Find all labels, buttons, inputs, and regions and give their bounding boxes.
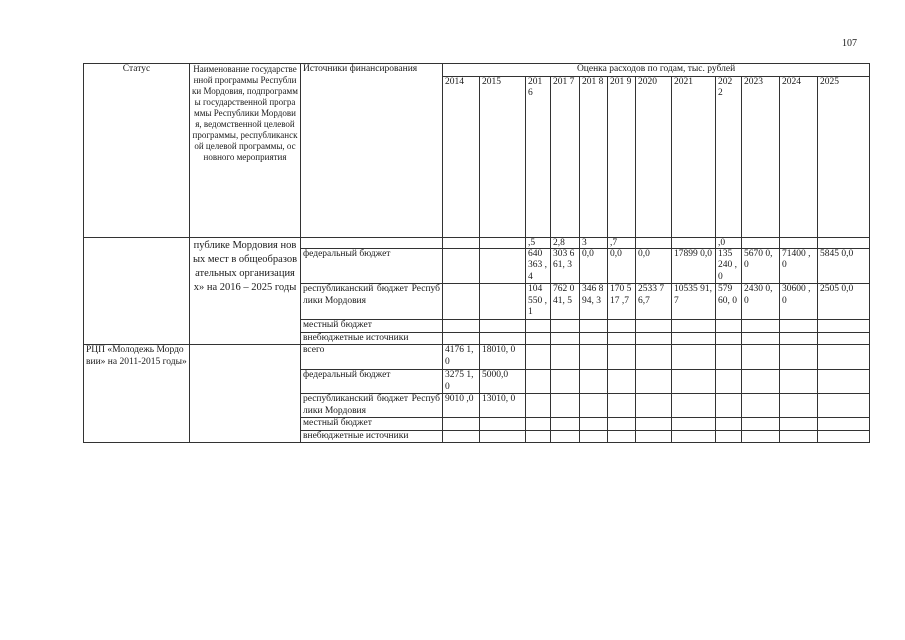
value-cell	[672, 345, 716, 370]
value-cell	[608, 430, 636, 443]
year-header-cell: 2015	[480, 76, 526, 237]
value-cell: 10535 91,7	[672, 284, 716, 320]
value-cell	[551, 370, 580, 394]
value-cell	[818, 237, 870, 248]
value-cell: 5000,0	[480, 370, 526, 394]
value-cell	[480, 320, 526, 333]
value-cell	[716, 370, 742, 394]
year-header-cell: 202 2	[716, 76, 742, 237]
value-cell: 9010 ,0	[443, 394, 480, 418]
value-cell	[551, 345, 580, 370]
value-cell: 579 60, 0	[716, 284, 742, 320]
source-cell: внебюджетные источники	[301, 332, 443, 345]
value-cell	[480, 237, 526, 248]
value-cell	[716, 332, 742, 345]
source-cell: внебюджетные источники	[301, 430, 443, 443]
value-cell	[636, 332, 672, 345]
value-cell	[742, 345, 780, 370]
value-cell	[526, 430, 551, 443]
value-cell	[443, 248, 480, 284]
value-cell: 17899 0,0	[672, 248, 716, 284]
year-header-cell: 201 9	[608, 76, 636, 237]
value-cell	[672, 237, 716, 248]
value-cell: 2505 0,0	[818, 284, 870, 320]
year-header-cell: 2014	[443, 76, 480, 237]
value-cell: 5845 0,0	[818, 248, 870, 284]
value-cell: 13010, 0	[480, 394, 526, 418]
header-status: Статус	[84, 64, 190, 238]
value-cell: 346 894, 3	[580, 284, 608, 320]
value-cell: 170 517 ,7	[608, 284, 636, 320]
source-cell: федеральный бюджет	[301, 370, 443, 394]
value-cell	[818, 320, 870, 333]
source-cell: республиканский бюджет Республики Мордовия	[301, 284, 443, 320]
value-cell	[526, 345, 551, 370]
value-cell	[716, 418, 742, 431]
status-cell-empty	[84, 237, 190, 345]
value-cell	[526, 332, 551, 345]
header-name: Наименование государственной программы Республики Мордовия, подпрограммы государственной программы Республики Мордовия, ведомственной целевой программы, республиканской целевой программы, основного мероприятия	[190, 64, 301, 238]
value-cell	[551, 394, 580, 418]
value-cell: 135 240 ,0	[716, 248, 742, 284]
value-cell	[716, 345, 742, 370]
value-cell	[672, 370, 716, 394]
value-cell	[443, 320, 480, 333]
value-cell	[672, 418, 716, 431]
value-cell	[608, 320, 636, 333]
year-header-cell: 201 6	[526, 76, 551, 237]
program-name-cell: публике Мордовия новых мест в общеобразовательных организациях» на 2016 – 2025 годы	[190, 237, 301, 345]
value-cell	[672, 332, 716, 345]
value-cell	[443, 284, 480, 320]
value-cell	[716, 394, 742, 418]
value-cell	[608, 394, 636, 418]
value-cell	[742, 237, 780, 248]
year-header-cell: 2023	[742, 76, 780, 237]
value-cell	[636, 370, 672, 394]
budget-table	[83, 63, 870, 443]
value-cell	[608, 345, 636, 370]
value-cell	[580, 394, 608, 418]
value-cell: 2,8	[551, 237, 580, 248]
value-cell	[480, 418, 526, 431]
value-cell	[526, 418, 551, 431]
value-cell	[742, 370, 780, 394]
value-cell	[526, 320, 551, 333]
value-cell	[636, 394, 672, 418]
value-cell	[672, 394, 716, 418]
value-cell: 104 550 ,1	[526, 284, 551, 320]
year-header-cell: 2024	[780, 76, 818, 237]
value-cell	[580, 320, 608, 333]
value-cell	[818, 418, 870, 431]
status-cell: РЦП «Молодежь Мордовии» на 2011-2015 годы»	[84, 345, 190, 443]
value-cell: 0,0	[636, 248, 672, 284]
table-row	[84, 237, 870, 248]
value-cell: 2430 0,0	[742, 284, 780, 320]
value-cell	[780, 370, 818, 394]
value-cell	[818, 345, 870, 370]
value-cell	[480, 430, 526, 443]
header-row	[84, 64, 870, 77]
value-cell	[580, 418, 608, 431]
value-cell	[443, 332, 480, 345]
value-cell	[551, 332, 580, 345]
value-cell	[716, 430, 742, 443]
year-header-cell: 201 7	[551, 76, 580, 237]
value-cell	[551, 418, 580, 431]
value-cell	[636, 430, 672, 443]
value-cell	[818, 370, 870, 394]
value-cell: ,0	[716, 237, 742, 248]
value-cell	[480, 284, 526, 320]
source-cell: местный бюджет	[301, 418, 443, 431]
value-cell	[526, 394, 551, 418]
source-cell-empty	[301, 237, 443, 248]
value-cell	[636, 320, 672, 333]
value-cell	[608, 370, 636, 394]
value-cell	[742, 332, 780, 345]
value-cell: 4176 1,0	[443, 345, 480, 370]
value-cell	[780, 332, 818, 345]
value-cell: 0,0	[608, 248, 636, 284]
value-cell	[551, 320, 580, 333]
value-cell	[780, 237, 818, 248]
value-cell: 3275 1,0	[443, 370, 480, 394]
value-cell	[818, 332, 870, 345]
value-cell	[742, 394, 780, 418]
value-cell: 71400 ,0	[780, 248, 818, 284]
value-cell	[672, 320, 716, 333]
header-sources: Источники финансирования	[301, 64, 443, 238]
value-cell	[672, 430, 716, 443]
value-cell	[526, 370, 551, 394]
source-cell: местный бюджет	[301, 320, 443, 333]
value-cell	[608, 418, 636, 431]
year-header-cell: 2021	[672, 76, 716, 237]
value-cell	[580, 332, 608, 345]
year-header-cell: 201 8	[580, 76, 608, 237]
header-estimate: Оценка расходов по годам, тыс. рублей	[443, 64, 870, 77]
value-cell: 18010, 0	[480, 345, 526, 370]
value-cell: 3	[580, 237, 608, 248]
value-cell	[443, 418, 480, 431]
value-cell	[780, 320, 818, 333]
page-number: 107	[842, 38, 857, 49]
value-cell	[636, 237, 672, 248]
value-cell	[580, 345, 608, 370]
value-cell	[742, 430, 780, 443]
value-cell	[580, 370, 608, 394]
value-cell	[636, 418, 672, 431]
value-cell: 30600 ,0	[780, 284, 818, 320]
value-cell: ,7	[608, 237, 636, 248]
value-cell	[780, 430, 818, 443]
source-cell: федеральный бюджет	[301, 248, 443, 284]
value-cell	[443, 430, 480, 443]
year-header-cell: 2020	[636, 76, 672, 237]
value-cell: 762 041, 5	[551, 284, 580, 320]
value-cell: 303 661, 3	[551, 248, 580, 284]
value-cell	[580, 430, 608, 443]
value-cell	[780, 394, 818, 418]
value-cell	[443, 237, 480, 248]
value-cell: 2533 76,7	[636, 284, 672, 320]
value-cell: 640 363 ,4	[526, 248, 551, 284]
value-cell	[480, 332, 526, 345]
value-cell	[480, 248, 526, 284]
value-cell	[780, 418, 818, 431]
value-cell	[716, 320, 742, 333]
year-header-cell: 2025	[818, 76, 870, 237]
value-cell	[636, 345, 672, 370]
table-row	[84, 345, 870, 370]
value-cell	[780, 345, 818, 370]
source-cell: республиканский бюджет Республики Мордовия	[301, 394, 443, 418]
value-cell	[608, 332, 636, 345]
value-cell	[742, 418, 780, 431]
value-cell	[818, 430, 870, 443]
value-cell: 0,0	[580, 248, 608, 284]
value-cell	[551, 430, 580, 443]
value-cell	[818, 394, 870, 418]
value-cell: ,5	[526, 237, 551, 248]
value-cell: 5670 0,0	[742, 248, 780, 284]
name-cell-empty	[190, 345, 301, 443]
source-cell: всего	[301, 345, 443, 370]
value-cell	[742, 320, 780, 333]
